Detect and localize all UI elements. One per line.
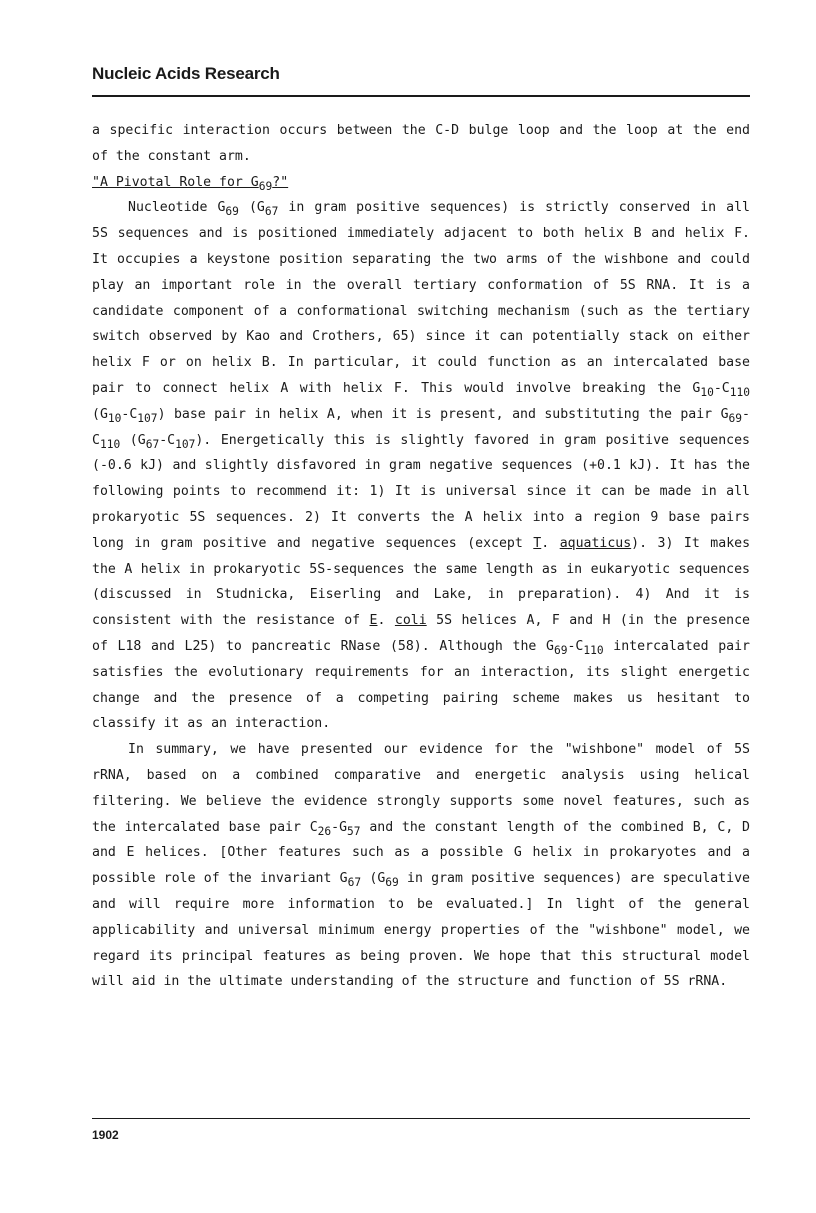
paragraph-3: In summary, we have presented our evidence for the "wishbone" model of 5S rRNA, based on a combined comparative and energetic analysis using helical filtering. We believe the evidence strongly supports some novel features, such as the intercalated base pair $C_{26}-G_{57}$ and the constant length of the combined B, C, D and E helices. [Other features such as a possible G helix in prokaryotes and a possible role of the invariant $G_{67}$ ($G_{69}$ in gram positive sequences) are speculative and will require more information to be evaluated.] In light of the general applicability and universal minimum energy properties of the "wishbone" model, we regard its principal features as being proven. We hope that this structural model will aid in the ultimate understanding of the structure and function of 5S rRNA. — [92, 742, 750, 990]
paragraph-1: a specific interaction occurs between the C-D bulge loop and the loop at the end of the constant arm. — [92, 123, 750, 164]
paragraph-2: Nucleotide $G_{69}$ ($G_{67}$ in gram positive sequences) is strictly conserved in all 5S sequences and is positioned immediately adjacent to both helix B and helix F. It occupies a keystone position separating the two arms of the wishbone and could play an important role in the overall tertiary conformation of 5S RNA. It is a candidate component of a conformational switching mechanism (such as the tertiary switch observed by Kao and Crothers, 65) since it can potentially stack on either helix F or on helix B. In particular, it could function as an intercalated base pair to connect helix A with helix F. This would involve breaking the $G_{10}-C_{110}$ $(G_{10}-C_{107})$ base pair in helix A, when it is present, and substituting the pair $G_{69}-C_{110}$ $(G_{67}-C_{107})$. Energetically this is slightly favored in gram positive sequences (-0.6 kJ) and slightly disfavored in gram negative sequences (+0.1 kJ). It has the following points to recommend it: 1) It is universal since it can be made in all prokaryotic 5S sequences. 2) It converts the A helix into a region 9 base pairs long in gram positive and negative sequences (except T. aquaticus). 3) It makes the A helix in prokaryotic 5S-sequences the same length as in eukaryotic sequences (discussed in Studnicka, Eiserling and Lake, in preparation). 4) And it is consistent with the resistance of E. coli 5S helices A, F and H (in the presence of L18 and L25) to pancreatic RNase (58). Although the $G_{69}-C_{110}$ intercalated pair satisfies the evolutionary requirements for an interaction, its slight energetic change and the presence of a competing pairing scheme makes us hesitant to classify it as an interaction. — [92, 200, 751, 732]
journal-title: Nucleic Acids Research — [92, 64, 280, 83]
section-heading: "A Pivotal Role for $G_{69}$?" — [92, 174, 289, 193]
footer-rule — [92, 1118, 750, 1119]
species-epithet: aquaticus — [559, 535, 632, 551]
species-genus: E — [369, 613, 378, 629]
species-epithet: coli — [394, 613, 427, 629]
species-genus: T — [533, 535, 542, 551]
header-rule — [92, 95, 750, 97]
body-text — [92, 118, 750, 995]
page-number: 1902 — [92, 1128, 119, 1142]
